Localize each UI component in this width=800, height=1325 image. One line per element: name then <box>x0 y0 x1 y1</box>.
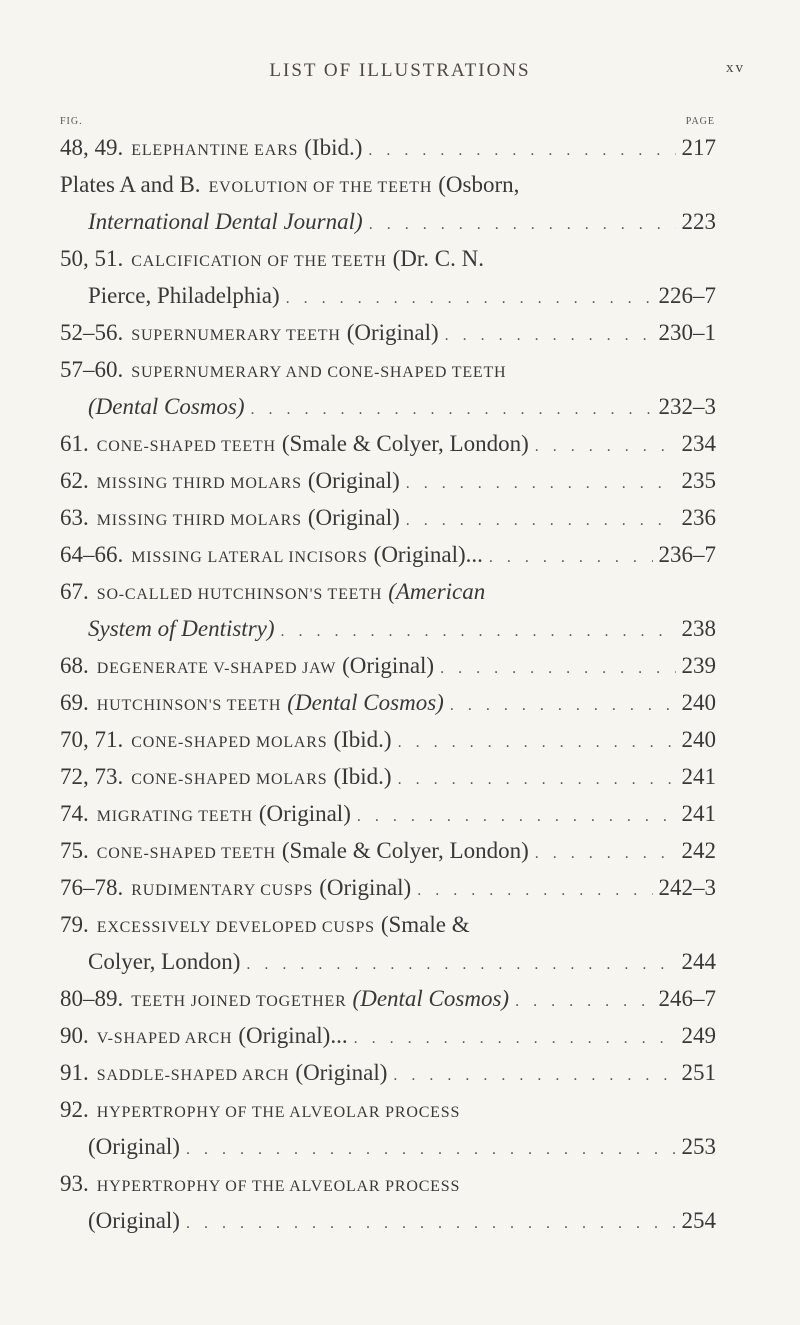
page-column-heading: PAGE <box>685 116 715 127</box>
figure-source-continued: Colyer, London) <box>88 949 241 974</box>
figure-number: 93. <box>60 1171 89 1196</box>
dot-leader <box>354 1022 676 1056</box>
figure-title: HUTCHINSON'S TEETH <box>96 697 282 714</box>
page-reference: 251 <box>681 1060 716 1085</box>
page-reference: 241 <box>681 801 716 826</box>
dot-leader <box>246 948 675 982</box>
dot-leader <box>489 541 653 575</box>
figure-number: 61. <box>60 431 89 456</box>
page-reference: 236 <box>681 505 716 530</box>
figure-source: (American <box>388 579 486 604</box>
figure-source: (Dental Cosmos) <box>287 690 444 715</box>
figure-number: 72, 73. <box>60 764 124 789</box>
running-head <box>0 60 800 84</box>
list-item <box>60 760 716 797</box>
list-item <box>60 871 716 908</box>
page-reference: 242–3 <box>658 875 716 900</box>
figure-source: (Original) <box>319 875 412 900</box>
list-item <box>60 501 716 538</box>
dot-leader <box>450 689 676 723</box>
page-reference: 253 <box>681 1134 716 1159</box>
figure-source: (Dental Cosmos) <box>352 986 510 1011</box>
page-reference: 242 <box>681 838 716 863</box>
page-reference: 223 <box>681 209 716 234</box>
figure-number: 50, 51. <box>60 246 124 271</box>
figure-number: 76–78. <box>60 875 124 900</box>
page-reference: 246–7 <box>658 986 716 1011</box>
figure-title: DEGENERATE V-SHAPED JAW <box>96 660 337 677</box>
page-reference: 239 <box>681 653 716 678</box>
figure-number: 79. <box>60 912 89 937</box>
figure-source: (Ibid.) <box>333 764 392 789</box>
figure-number: 80–89. <box>60 986 124 1011</box>
figure-source: (Osborn, <box>438 172 520 197</box>
page-reference: 230–1 <box>658 320 716 345</box>
figure-source: (Original) <box>342 653 435 678</box>
dot-leader <box>440 652 675 686</box>
figure-title: MIGRATING TEETH <box>96 808 253 825</box>
page-number: xv <box>726 60 745 76</box>
list-item <box>60 649 716 686</box>
figure-title: HYPERTROPHY OF THE ALVEOLAR PROCESS <box>96 1178 461 1195</box>
page-title: LIST OF ILLUSTRATIONS <box>269 60 531 81</box>
list-item <box>60 1167 716 1241</box>
list-item <box>60 316 716 353</box>
page-reference: 217 <box>681 135 716 160</box>
figure-title: SUPERNUMERARY AND CONE-SHAPED TEETH <box>131 364 507 381</box>
figure-source-continued: (Dental Cosmos) <box>88 394 245 419</box>
figure-title: CONE-SHAPED MOLARS <box>131 771 328 788</box>
figure-number: 75. <box>60 838 89 863</box>
figure-source: (Original)... <box>373 542 483 567</box>
page-reference: 235 <box>681 468 716 493</box>
dot-leader <box>186 1133 676 1167</box>
figure-source-continued: International Dental Journal) <box>88 209 363 234</box>
figure-number: 64–66. <box>60 542 124 567</box>
dot-leader <box>281 615 676 649</box>
page-reference: 254 <box>681 1208 716 1233</box>
figure-source: (Original) <box>346 320 439 345</box>
page-reference: 244 <box>681 949 716 974</box>
figure-source: (Smale & <box>380 912 470 937</box>
list-item <box>60 982 716 1019</box>
figure-title: MISSING THIRD MOLARS <box>96 475 302 492</box>
illustration-list <box>60 131 716 1241</box>
list-item <box>60 575 716 649</box>
page-reference: 240 <box>681 727 716 752</box>
figure-title: SO-CALLED HUTCHINSON'S TEETH <box>96 586 383 603</box>
figure-title: ELEPHANTINE EARS <box>131 142 299 159</box>
page-reference: 232–3 <box>658 394 716 419</box>
figure-title: CONE-SHAPED TEETH <box>96 845 276 862</box>
figure-number: 63. <box>60 505 89 530</box>
list-item <box>60 723 716 760</box>
figure-source: (Original)... <box>238 1023 348 1048</box>
dot-leader <box>369 208 676 242</box>
dot-leader <box>406 467 676 501</box>
list-item <box>60 242 716 316</box>
list-item <box>60 1056 716 1093</box>
list-item <box>60 538 716 575</box>
list-item <box>60 686 716 723</box>
figure-title: CONE-SHAPED TEETH <box>96 438 276 455</box>
list-item <box>60 131 716 168</box>
dot-leader <box>251 393 653 427</box>
dot-leader <box>406 504 676 538</box>
figure-source: (Smale & Colyer, London) <box>281 431 529 456</box>
figure-title: HYPERTROPHY OF THE ALVEOLAR PROCESS <box>96 1104 461 1121</box>
dot-leader <box>445 319 653 353</box>
dot-leader <box>286 282 653 316</box>
list-item <box>60 1093 716 1167</box>
page-reference: 226–7 <box>658 283 716 308</box>
figure-source-continued: (Original) <box>88 1134 180 1159</box>
figure-title: V-SHAPED ARCH <box>96 1030 233 1047</box>
figure-title: RUDIMENTARY CUSPS <box>131 882 314 899</box>
figure-source: (Dr. C. N. <box>392 246 484 271</box>
figure-source: (Smale & Colyer, London) <box>281 838 529 863</box>
figure-title: CONE-SHAPED MOLARS <box>131 734 328 751</box>
figure-source: (Original) <box>307 468 400 493</box>
page-reference: 234 <box>681 431 716 456</box>
figure-number: 70, 71. <box>60 727 124 752</box>
dot-leader <box>535 430 676 464</box>
dot-leader <box>417 874 652 908</box>
figure-title: SADDLE-SHAPED ARCH <box>96 1067 290 1084</box>
page-reference: 249 <box>681 1023 716 1048</box>
page-reference: 240 <box>681 690 716 715</box>
dot-leader <box>368 134 675 168</box>
figure-number: 62. <box>60 468 89 493</box>
figure-number: 52–56. <box>60 320 124 345</box>
figure-source: (Ibid.) <box>333 727 392 752</box>
figure-source: (Ibid.) <box>304 135 363 160</box>
page-reference: 236–7 <box>658 542 716 567</box>
figure-source: (Original) <box>258 801 351 826</box>
figure-source-continued: Pierce, Philadelphia) <box>88 283 280 308</box>
figure-number: 48, 49. <box>60 135 124 160</box>
list-item <box>60 353 716 427</box>
list-item <box>60 168 716 242</box>
figure-source-continued: (Original) <box>88 1208 180 1233</box>
figure-number: 90. <box>60 1023 89 1048</box>
figure-source: (Original) <box>307 505 400 530</box>
figure-number: 92. <box>60 1097 89 1122</box>
page-reference: 241 <box>681 764 716 789</box>
list-item <box>60 464 716 501</box>
figure-number: 69. <box>60 690 89 715</box>
dot-leader <box>357 800 676 834</box>
figure-title: TEETH JOINED TOGETHER <box>131 993 347 1010</box>
figure-title: CALCIFICATION OF THE TEETH <box>131 253 387 270</box>
figure-number: 67. <box>60 579 89 604</box>
page-reference: 238 <box>681 616 716 641</box>
dot-leader <box>515 985 652 1019</box>
figure-source-continued: System of Dentistry) <box>88 616 275 641</box>
dot-leader <box>186 1207 676 1241</box>
figure-number: 91. <box>60 1060 89 1085</box>
dot-leader <box>393 1059 675 1093</box>
figure-title: MISSING LATERAL INCISORS <box>131 549 368 566</box>
figure-number: Plates A and B. <box>60 172 201 197</box>
dot-leader <box>535 837 676 871</box>
figure-number: 57–60. <box>60 357 124 382</box>
fig-column-heading: FIG. <box>60 116 83 127</box>
figure-title: EVOLUTION OF THE TEETH <box>208 179 433 196</box>
figure-title: MISSING THIRD MOLARS <box>96 512 302 529</box>
list-item <box>60 908 716 982</box>
column-headings <box>60 116 715 127</box>
figure-number: 68. <box>60 653 89 678</box>
figure-title: SUPERNUMERARY TEETH <box>131 327 341 344</box>
list-item <box>60 427 716 464</box>
dot-leader <box>398 726 676 760</box>
figure-title: EXCESSIVELY DEVELOPED CUSPS <box>96 919 375 936</box>
list-item <box>60 834 716 871</box>
list-item <box>60 1019 716 1056</box>
dot-leader <box>398 763 676 797</box>
figure-source: (Original) <box>295 1060 388 1085</box>
list-item <box>60 797 716 834</box>
figure-number: 74. <box>60 801 89 826</box>
